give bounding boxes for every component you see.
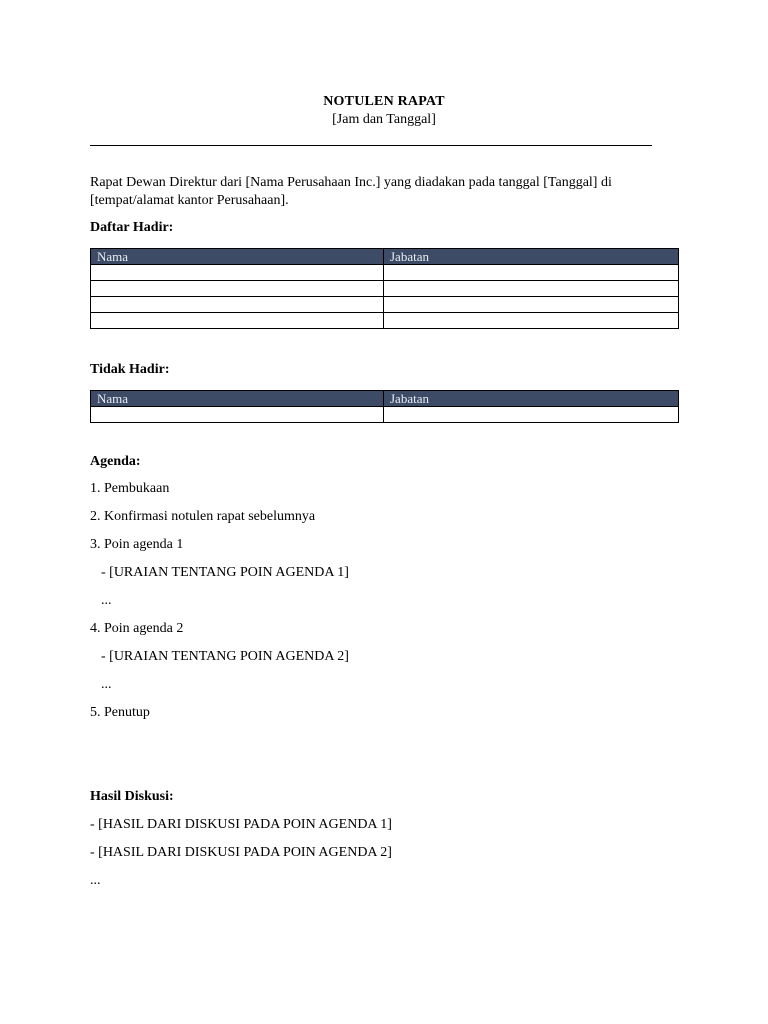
agenda-item-4: 4. Poin agenda 2: [90, 621, 184, 636]
attendance-column-position: Jabatan: [384, 249, 679, 265]
result-item-ellipsis: ...: [90, 873, 101, 888]
table-cell[interactable]: [91, 297, 384, 313]
agenda-item-3: 3. Poin agenda 1: [90, 537, 184, 552]
title-divider: [90, 145, 652, 146]
table-cell[interactable]: [91, 313, 384, 329]
result-item-1: - [HASIL DARI DISKUSI PADA POIN AGENDA 1]: [90, 817, 392, 832]
absent-header-row: [91, 391, 679, 407]
table-cell[interactable]: [384, 313, 679, 329]
table-cell[interactable]: [384, 297, 679, 313]
table-cell[interactable]: [384, 265, 679, 281]
attendance-table: [90, 248, 679, 329]
table-cell[interactable]: [384, 281, 679, 297]
absent-table: [90, 390, 679, 423]
table-row: [91, 281, 679, 297]
table-row: [91, 313, 679, 329]
table-cell[interactable]: [384, 407, 679, 423]
agenda-item-4-detail: - [URAIAN TENTANG POIN AGENDA 2]: [101, 649, 349, 664]
table-row: [91, 297, 679, 313]
document-subtitle: [Jam dan Tanggal]: [332, 112, 436, 127]
intro-paragraph-line-2: [tempat/alamat kantor Perusahaan].: [90, 193, 289, 208]
table-cell[interactable]: [91, 407, 384, 423]
agenda-item-1: 1. Pembukaan: [90, 481, 170, 496]
agenda-heading: Agenda:: [90, 454, 141, 469]
agenda-item-2: 2. Konfirmasi notulen rapat sebelumnya: [90, 509, 316, 524]
absent-column-position: Jabatan: [384, 391, 679, 407]
intro-paragraph-line-1: Rapat Dewan Direktur dari [Nama Perusahaan Inc.] yang diadakan pada tanggal [Tanggal] di: [90, 175, 612, 190]
result-item-2: - [HASIL DARI DISKUSI PADA POIN AGENDA 2]: [90, 845, 392, 860]
attendance-heading: Daftar Hadir:: [90, 220, 174, 235]
table-row: [91, 407, 679, 423]
attendance-header-row: [91, 249, 679, 265]
table-cell[interactable]: [91, 281, 384, 297]
agenda-item-3-detail: - [URAIAN TENTANG POIN AGENDA 1]: [101, 565, 349, 580]
agenda-item-5: 5. Penutup: [90, 705, 150, 720]
agenda-item-3-ellipsis: ...: [101, 593, 112, 608]
table-row: [91, 265, 679, 281]
agenda-item-4-ellipsis: ...: [101, 677, 112, 692]
results-heading: Hasil Diskusi:: [90, 789, 174, 804]
document-title: NOTULEN RAPAT: [323, 94, 445, 109]
absent-column-name: Nama: [91, 391, 384, 407]
absent-heading: Tidak Hadir:: [90, 362, 170, 377]
attendance-column-name: Nama: [91, 249, 384, 265]
table-cell[interactable]: [91, 265, 384, 281]
